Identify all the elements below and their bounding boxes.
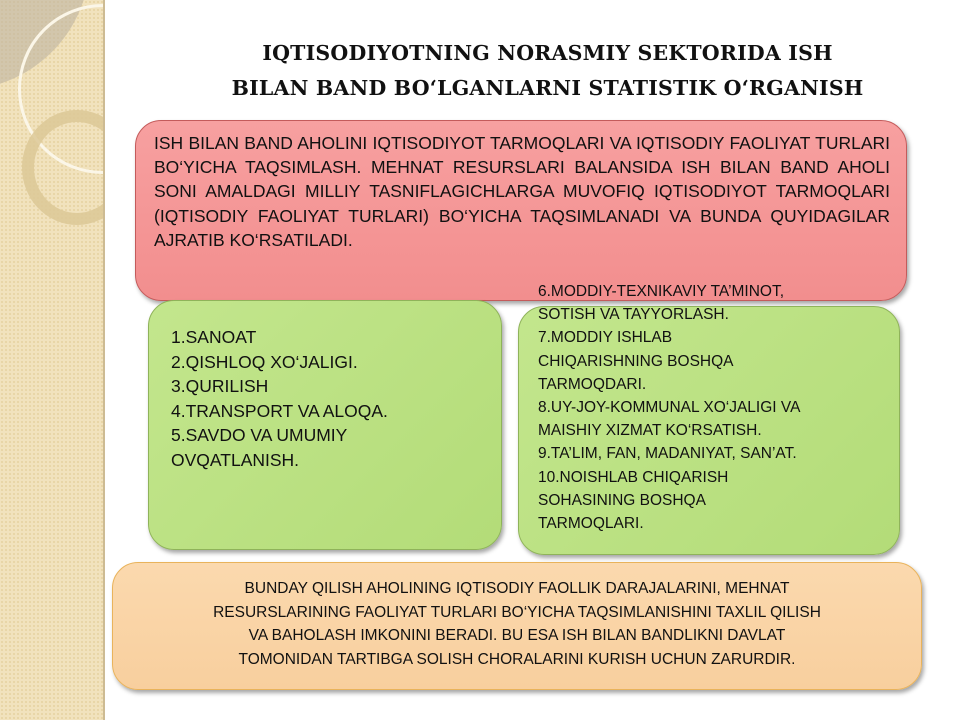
list-item: SOHASINING BOSHQA (538, 491, 706, 509)
list-item: SOTISH VA TAYYORLASH. (538, 306, 729, 324)
sectors-list-left (148, 300, 502, 550)
list-item: CHIQARISHNING BOSHQA (538, 352, 734, 370)
list-item: 2.QISHLOQ XO‘JALIGI. (171, 351, 358, 372)
conclusion-line: RESURSLARINING FAOLIYAT TURLARI BO‘YICHA TAQSIMLANISHINI TAXLIL QILISH (213, 603, 821, 621)
list-item: 8.UY-JOY-KOMMUNAL XO‘JALIGI VA (538, 399, 801, 417)
list-item: 5.SAVDO VA UMUMIY (171, 425, 348, 445)
conclusion-line: TOMONIDAN TARTIBGA SOLISH CHORALARINI KURISH UCHUN ZARURDIR. (238, 650, 796, 668)
list-item: 9.TA’LIM, FAN, MADANIYAT, SAN’AT. (538, 445, 797, 463)
title-line-2: BILAN BAND BO‘LGANLARNI STATISTIK O‘RGANISH (231, 76, 864, 100)
list-item: 6.MODDIY-TEXNIKAVIY TA’MINOT, (538, 283, 785, 300)
list-item: OVQATLANISH. (171, 449, 300, 470)
slide-title (150, 36, 945, 106)
intro-box (135, 120, 907, 301)
list-item: 1.SANOAT (171, 327, 257, 347)
intro-text: ISH BILAN BAND AHOLINI IQTISODIYOT TARMOQLARI VA IQTISODIY FAOLIYAT TURLARI BO‘YICHA TAQSIMLASH. MEHNAT RESURSLARI BALANSIDA ISH BILAN BAND AHOLI SONI AMALDAGI MILLIY TASNIFLAGICHLARGA MUVOFIQ IQTISODIYOT TARMOQLARI (IQTISODIY FAOLIYAT TURLARI) BO‘YICHA TAQSIMLANADI VA BUNDA QUYIDAGILAR AJRATIB KO‘RSATILADI. (154, 133, 890, 250)
decorative-sidebar (0, 0, 105, 720)
list-item: 7.MODDIY ISHLAB (538, 329, 673, 347)
list-item: TARMOQLARI. (538, 515, 644, 533)
list-item: MAISHIY XIZMAT KO‘RSATISH. (538, 422, 762, 440)
list-item: TARMOQDARI. (538, 375, 647, 393)
conclusion-box (112, 562, 922, 690)
title-line-1: IQTISODIYOTNING NORASMIY SEKTORIDA ISH (262, 41, 833, 65)
list-item: 10.NOISHLAB CHIQARISH (538, 468, 729, 486)
sectors-list-right (538, 280, 898, 535)
conclusion-line: BUNDAY QILISH AHOLINING IQTISODIY FAOLLIK DARAJALARINI, MEHNAT (244, 580, 790, 597)
list-item: 3.QURILISH (171, 376, 269, 396)
list-item: 4.TRANSPORT VA ALOQA. (171, 400, 388, 421)
conclusion-line: VA BAHOLASH IMKONINI BERADI. BU ESA ISH BILAN BANDLIKNI DAVLAT (248, 627, 786, 644)
